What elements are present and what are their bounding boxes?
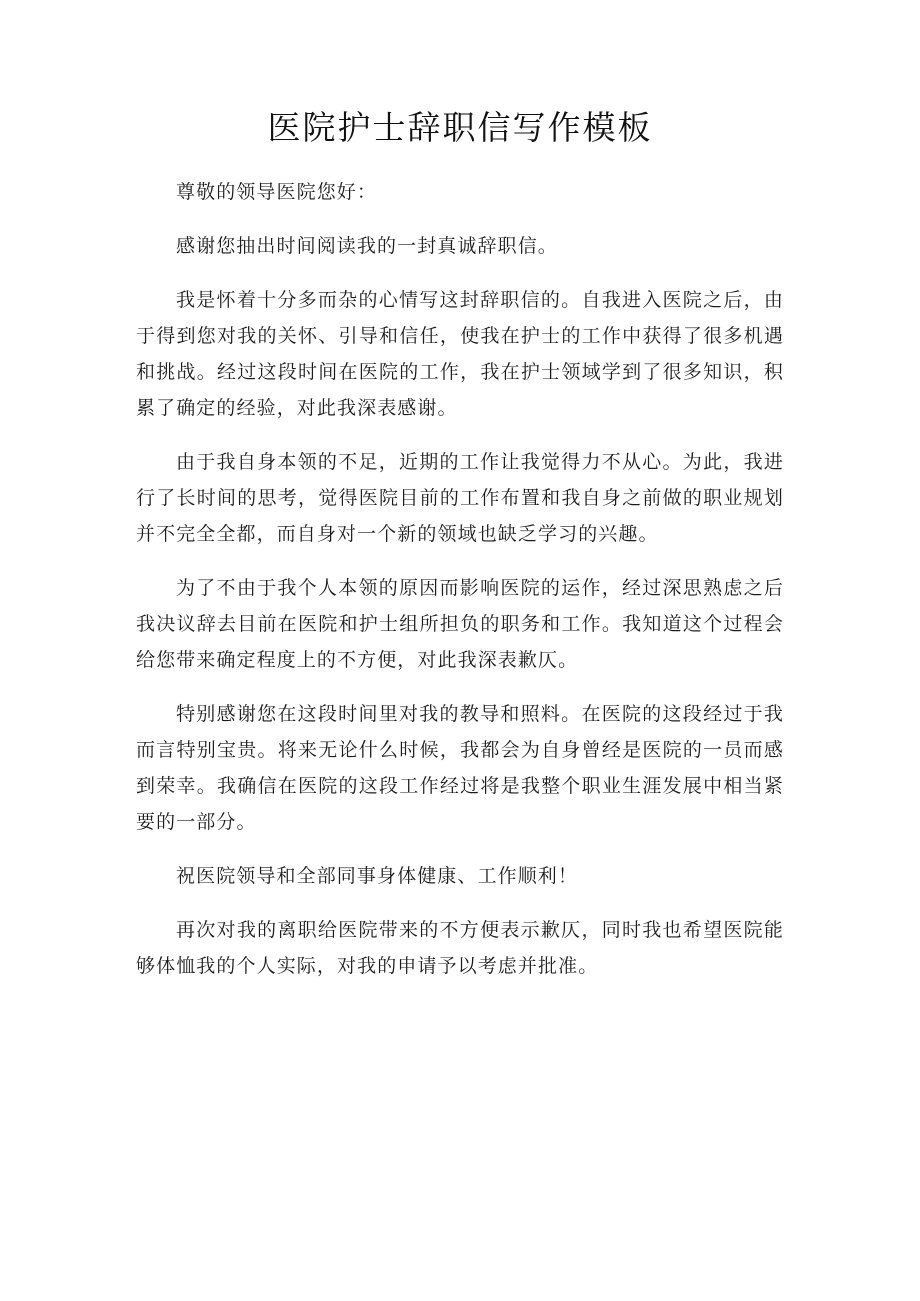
paragraph-decision: 为了不由于我个人本领的原因而影响医院的运作，经过深思熟虑之后我决议辞去目前在医院和护士组所担负的职务和工作。我知道这个过程会给您带来确定程度上的不方便，对此我深表歉仄。 — [136, 577, 784, 671]
paragraph-thanks-for-reading: 感谢您抽出时间阅读我的一封真诚辞职信。 — [176, 235, 558, 257]
paragraph-reason: 由于我自身本领的不足，近期的工作让我觉得力不从心。为此，我进行了长时间的思考，觉得医院目前的工作布置和我自身之前做的职业规划并不完全全都，而自身对一个新的领域也缺乏学习的兴趣。 — [136, 451, 784, 545]
paragraph-background: 我是怀着十分多而杂的心情写这封辞职信的。自我进入医院之后，由于得到您对我的关怀、引导和信任，使我在护士的工作中获得了很多机遇和挑战。经过这段时间在医院的工作，我在护士领域学到了很多知识，积累了确定的经验，对此我深表感谢。 — [136, 289, 784, 419]
paragraph-gratitude: 特别感谢您在这段时间里对我的教导和照料。在医院的这段经过于我而言特别宝贵。将来无论什么时候，我都会为自身曾经是医院的一员而感到荣幸。我确信在医院的这段工作经过将是我整个职业生涯发展中相当紧要的一部分。 — [136, 703, 784, 833]
paragraph-closing: 再次对我的离职给医院带来的不方便表示歉仄，同时我也希望医院能够体恤我的个人实际，对我的申请予以考虑并批准。 — [136, 919, 784, 977]
document-title: 医院护士辞职信写作模板 — [267, 108, 653, 147]
salutation: 尊敬的领导医院您好： — [176, 181, 378, 203]
letter-body — [136, 174, 784, 984]
paragraph-wishes: 祝医院领导和全部同事身体健康、工作顺利！ — [176, 865, 579, 887]
